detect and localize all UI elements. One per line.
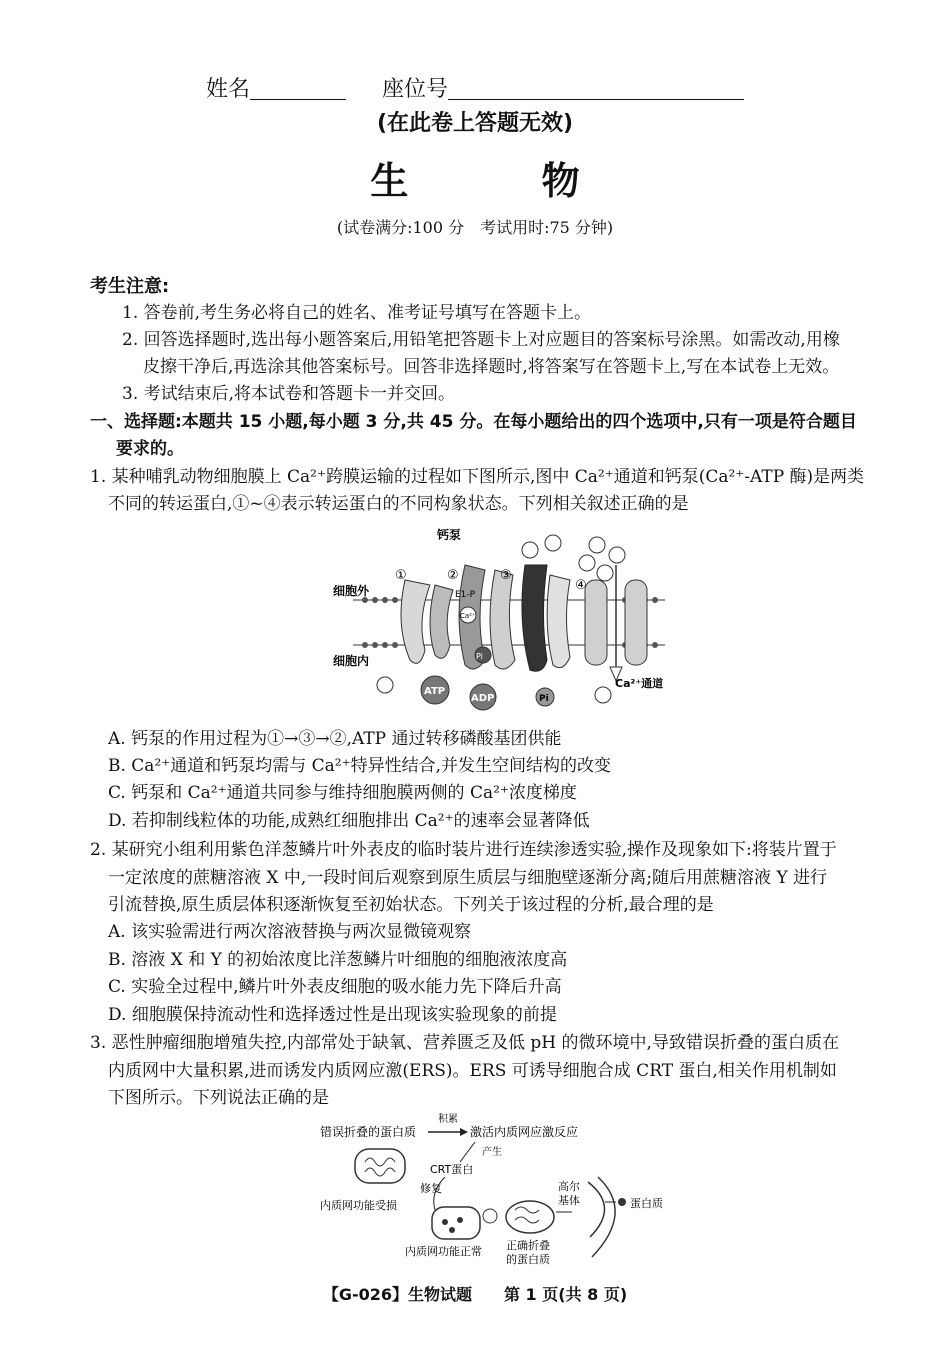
repair-label: 修复	[420, 1182, 442, 1195]
question-2-stem: 2. 某研究小组利用紫色洋葱鳞片叶外表皮的临时装片进行连续渗透实验,操作及现象如下:将装片置于	[90, 840, 837, 860]
outside-label: 细胞外	[333, 584, 370, 598]
notice-item: 3. 考试结束后,将本试卷和答题卡一并交回。	[122, 384, 456, 404]
section-heading-cont: 要求的。	[116, 439, 184, 459]
seat-label: 座位号	[382, 77, 449, 102]
q2-option-a: A. 该实验需进行两次溶液替换与两次显微镜观察	[108, 922, 472, 942]
vesicle-shape	[506, 1201, 554, 1233]
golgi-label-1: 高尔	[558, 1180, 580, 1193]
protein-label: 蛋白质	[630, 1197, 663, 1210]
normal-label: 内质网功能正常	[405, 1245, 482, 1258]
subject-title: 生 物	[370, 159, 640, 203]
candidate-info-line	[0, 72, 950, 103]
notice-item: 2. 回答选择题时,选出每小题答案后,用铅笔把答题卡上对应题目的答案标号涂黑。如需改动,用橡	[122, 330, 840, 350]
channel-left	[585, 580, 607, 665]
pump-label: 钙泵	[437, 528, 462, 542]
seat-blank	[448, 77, 744, 100]
pump-state-1b	[430, 585, 453, 658]
question-3-stem-cont: 内质网中大量积累,进而诱发内质网应激(ERS)。ERS 可诱导细胞合成 CRT 蛋白,相关作用机制如	[108, 1061, 837, 1081]
warning-text: (在此卷上答题无效)	[376, 111, 574, 136]
question-3-stem-cont: 下图所示。下列说法正确的是	[108, 1088, 329, 1108]
exam-meta: (试卷满分:100 分 考试用时:75 分钟)	[336, 218, 614, 237]
section-heading: 一、选择题:本题共 15 小题,每小题 3 分,共 45 分。在每小题给出的四个选项中,只有一项是符合题目	[90, 412, 857, 432]
q1-option-c: C. 钙泵和 Ca²⁺通道共同参与维持细胞膜两侧的 Ca²⁺浓度梯度	[108, 783, 577, 803]
state-3-label: ③	[500, 568, 512, 583]
q1-option-a: A. 钙泵的作用过程为①→③→②,ATP 通过转移磷酸基团供能	[108, 729, 562, 749]
e1p-label: E1-P	[455, 590, 476, 600]
activate-label: 激活内质网应激反应	[470, 1125, 579, 1139]
state-1-label: ①	[395, 568, 407, 583]
notice-item: 皮擦干净后,再选涂其他答案标号。回答非选择题时,将答案写在答题卡上,写在本试卷上无效。	[143, 357, 840, 377]
damaged-label: 内质网功能受损	[320, 1199, 397, 1212]
question-2-stem-cont: 一定浓度的蔗糖溶液 X 中,一段时间后观察到原生质层与细胞壁逐渐分离;随后用蔗糖溶液 Y 进行	[108, 868, 828, 888]
pi-label-2: Pi	[476, 652, 483, 661]
q1-option-d: D. 若抑制线粒体的功能,成熟红细胞排出 Ca²⁺的速率会显著降低	[108, 811, 590, 831]
name-label: 姓名	[205, 77, 250, 102]
crt-label: CRT蛋白	[430, 1163, 474, 1176]
channel-right	[625, 580, 647, 665]
calcium-transport-figure	[325, 525, 685, 715]
pump-state-3	[522, 565, 547, 671]
question-1-stem-cont: 不同的转运蛋白,①~④表示转运蛋白的不同构象状态。下列相关叙述正确的是	[108, 494, 689, 514]
accumulate-label: 积累	[438, 1114, 458, 1125]
inside-label: 细胞内	[333, 654, 370, 668]
adp-label: ADP	[471, 693, 495, 704]
golgi-label-2: 基体	[558, 1194, 580, 1207]
correct-label-2: 的蛋白质	[506, 1253, 550, 1266]
question-3-stem: 3. 恶性肿瘤细胞增殖失控,内部常处于缺氧、营养匮乏及低 pH 的微环境中,导致错误折叠的蛋白质在	[90, 1033, 839, 1053]
produce-label: 产生	[482, 1147, 502, 1158]
ers-mechanism-figure	[320, 1112, 700, 1277]
q2-option-b: B. 溶液 X 和 Y 的初始浓度比洋葱鳞片叶细胞的细胞液浓度高	[108, 950, 568, 970]
state-4-label: ④	[575, 578, 587, 593]
notice-item: 1. 答卷前,考生务必将自己的姓名、准考证号填写在答题卡上。	[122, 303, 592, 323]
state-2-label: ②	[447, 568, 459, 583]
pump-state-3b	[547, 575, 570, 668]
pump-state-1	[401, 580, 430, 663]
notice-title: 考生注意:	[90, 276, 170, 297]
question-2-stem-cont: 引流替换,原生质层体积逐渐恢复至初始状态。下列关于该过程的分析,最合理的是	[108, 895, 714, 915]
page-footer: 【G-026】生物试题 第 1 页(共 8 页)	[322, 1285, 628, 1304]
question-1-stem: 1. 某种哺乳动物细胞膜上 Ca²⁺跨膜运输的过程如下图所示,图中 Ca²⁺通道和钙泵(Ca²⁺-ATP 酶)是两类	[90, 467, 865, 487]
name-blank	[250, 77, 346, 100]
correct-label-1: 正确折叠	[506, 1239, 550, 1252]
misfolded-label: 错误折叠的蛋白质	[320, 1125, 417, 1139]
er-normal-shape	[432, 1207, 480, 1239]
atp-label: ATP	[424, 686, 446, 697]
ca-ion-label: Ca²⁺	[460, 612, 476, 620]
pump-state-2b	[490, 570, 515, 669]
q2-option-c: C. 实验全过程中,鳞片叶外表皮细胞的吸水能力先下降后升高	[108, 977, 562, 997]
pi-label: Pi	[539, 694, 549, 704]
golgi-shape	[588, 1182, 605, 1237]
channel-label: Ca²⁺通道	[615, 677, 664, 690]
q2-option-d: D. 细胞膜保持流动性和选择透过性是出现该实验现象的前提	[108, 1005, 557, 1025]
q1-option-b: B. Ca²⁺通道和钙泵均需与 Ca²⁺特异性结合,并发生空间结构的改变	[108, 756, 611, 776]
